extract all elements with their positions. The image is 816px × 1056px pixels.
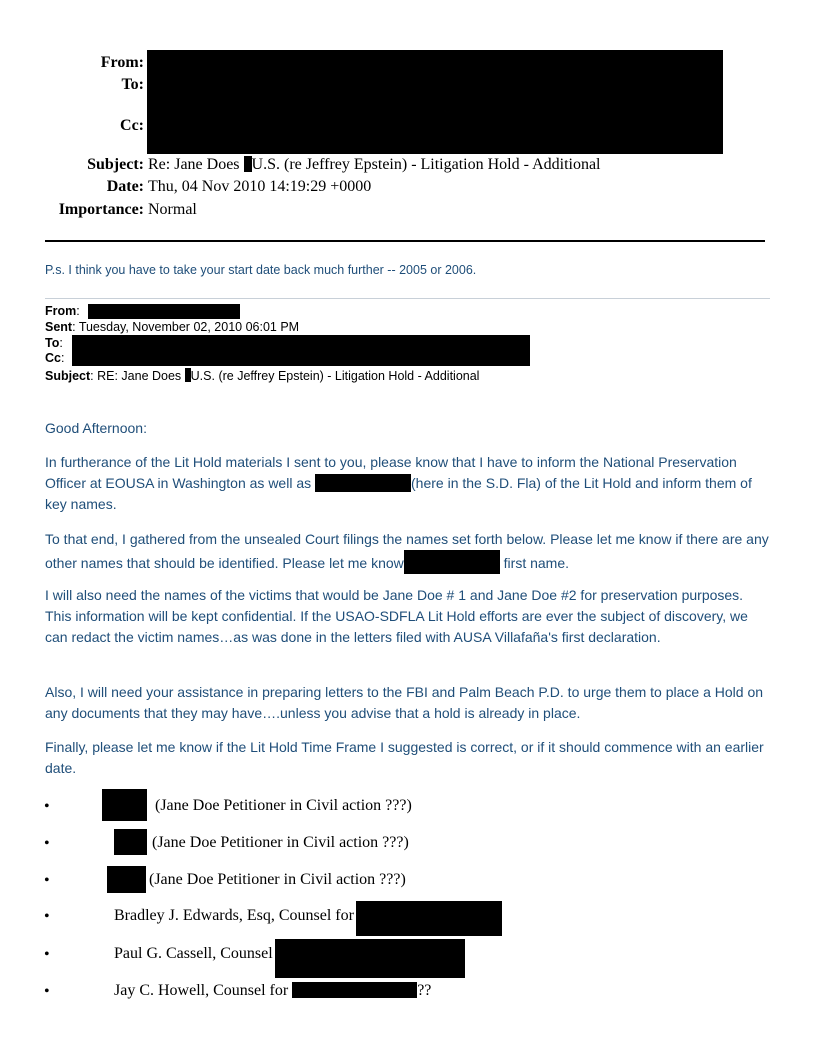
list-item-part2: ?? — [417, 982, 432, 999]
list-item: (Jane Doe Petitioner in Civil action ???) — [149, 871, 406, 888]
quoted-subject-part1: : RE: Jane Does — [90, 369, 182, 383]
redaction-block — [107, 866, 146, 893]
subject-value — [148, 156, 601, 174]
redaction-block — [147, 50, 723, 154]
importance-label: Importance: — [58, 201, 144, 218]
quoted-subject-label: Subject — [45, 369, 91, 383]
bullet-marker: • — [44, 798, 50, 815]
redaction-block — [275, 939, 465, 978]
quoted-to-label: To — [45, 336, 60, 350]
list-item: (Jane Doe Petitioner in Civil action ???) — [155, 797, 412, 814]
reply-text: P.s. I think you have to take your start date back much further -- 2005 or 2006. — [45, 263, 477, 277]
header-divider — [45, 240, 765, 242]
paragraph-2-part2: first name. — [503, 555, 570, 571]
redaction-block — [114, 829, 147, 855]
quoted-cc: Cc: — [45, 351, 65, 365]
bullet-marker: • — [44, 835, 50, 852]
redaction-block — [356, 901, 502, 936]
list-item-part1: Jay C. Howell, Counsel for — [114, 982, 289, 999]
redaction-block — [315, 474, 411, 492]
redaction-block — [72, 335, 530, 366]
bullet-marker: • — [44, 983, 50, 1000]
to-label: To: — [121, 76, 144, 93]
paragraph-2-part1: To that end, I gathered from the unsealed Court filings the names set forth below. Please let me know if there are any other names that should be identified. Please let me know — [45, 531, 769, 571]
quoted-subject — [45, 368, 479, 383]
bullet-marker: • — [44, 872, 50, 889]
redaction-block — [88, 304, 240, 319]
quoted-to: To: — [45, 336, 63, 350]
paragraph-1-part2: (here in the S.D. Fla) of the Lit Hold and inform them of key names. — [45, 475, 752, 512]
date-label: Date: — [106, 178, 144, 195]
quoted-from-label: From — [45, 304, 77, 318]
quoted-sent — [45, 320, 299, 334]
quoted-sent-value: : Tuesday, November 02, 2010 06:01 PM — [72, 320, 300, 334]
quoted-cc-label: Cc — [45, 351, 61, 365]
paragraph-2 — [45, 529, 770, 574]
redaction-block — [244, 156, 252, 172]
list-item: Bradley J. Edwards, Esq, Counsel for — [114, 907, 354, 924]
list-item — [114, 982, 431, 1000]
paragraph-1-part1: In furtherance of the Lit Hold materials I sent to you, please know that I have to inform the National Preservation Officer at EOUSA in Washington as well as — [45, 454, 737, 491]
list-item: (Jane Doe Petitioner in Civil action ???) — [152, 834, 409, 851]
quoted-sent-label: Sent — [45, 320, 73, 334]
importance-value: Normal — [148, 201, 197, 218]
paragraph-5: Finally, please let me know if the Lit Hold Time Frame I suggested is correct, or if it should commence with an earlier date. — [45, 739, 764, 776]
redaction-block — [292, 982, 417, 998]
quoted-from: From: — [45, 304, 80, 318]
paragraph-4: Also, I will need your assistance in preparing letters to the FBI and Palm Beach P.D. to urge them to place a Hold on any documents that they may have….unless you advise that a hold is already in place. — [45, 684, 764, 721]
date-value: Thu, 04 Nov 2010 14:19:29 +0000 — [148, 178, 372, 195]
greeting: Good Afternoon: — [45, 420, 147, 436]
bullet-marker: • — [44, 946, 50, 963]
redaction-block — [102, 789, 147, 821]
quoted-subject-part2: U.S. (re Jeffrey Epstein) - Litigation Hold - Additional — [190, 369, 480, 383]
paragraph-1 — [45, 452, 770, 515]
quote-divider — [45, 298, 770, 299]
bullet-marker: • — [44, 908, 50, 925]
cc-label: Cc: — [120, 117, 144, 134]
subject-label: Subject: — [87, 156, 144, 173]
subject-value-part1: Re: Jane Does — [148, 156, 240, 173]
subject-value-part2: U.S. (re Jeffrey Epstein) - Litigation Hold - Additional — [251, 156, 601, 173]
list-item: Paul G. Cassell, Counsel — [114, 945, 273, 962]
paragraph-3: I will also need the names of the victims that would be Jane Doe # 1 and Jane Doe #2 for preservation purposes. This information will be kept confidential. If the USAO-SDFLA Lit Hold efforts are ever the subject of discovery, we can redact the victim names…as was done in the letters filed with AUSA Villafaña's first declaration. — [45, 587, 748, 645]
from-label: From: — [100, 54, 144, 71]
redaction-block — [404, 550, 500, 574]
